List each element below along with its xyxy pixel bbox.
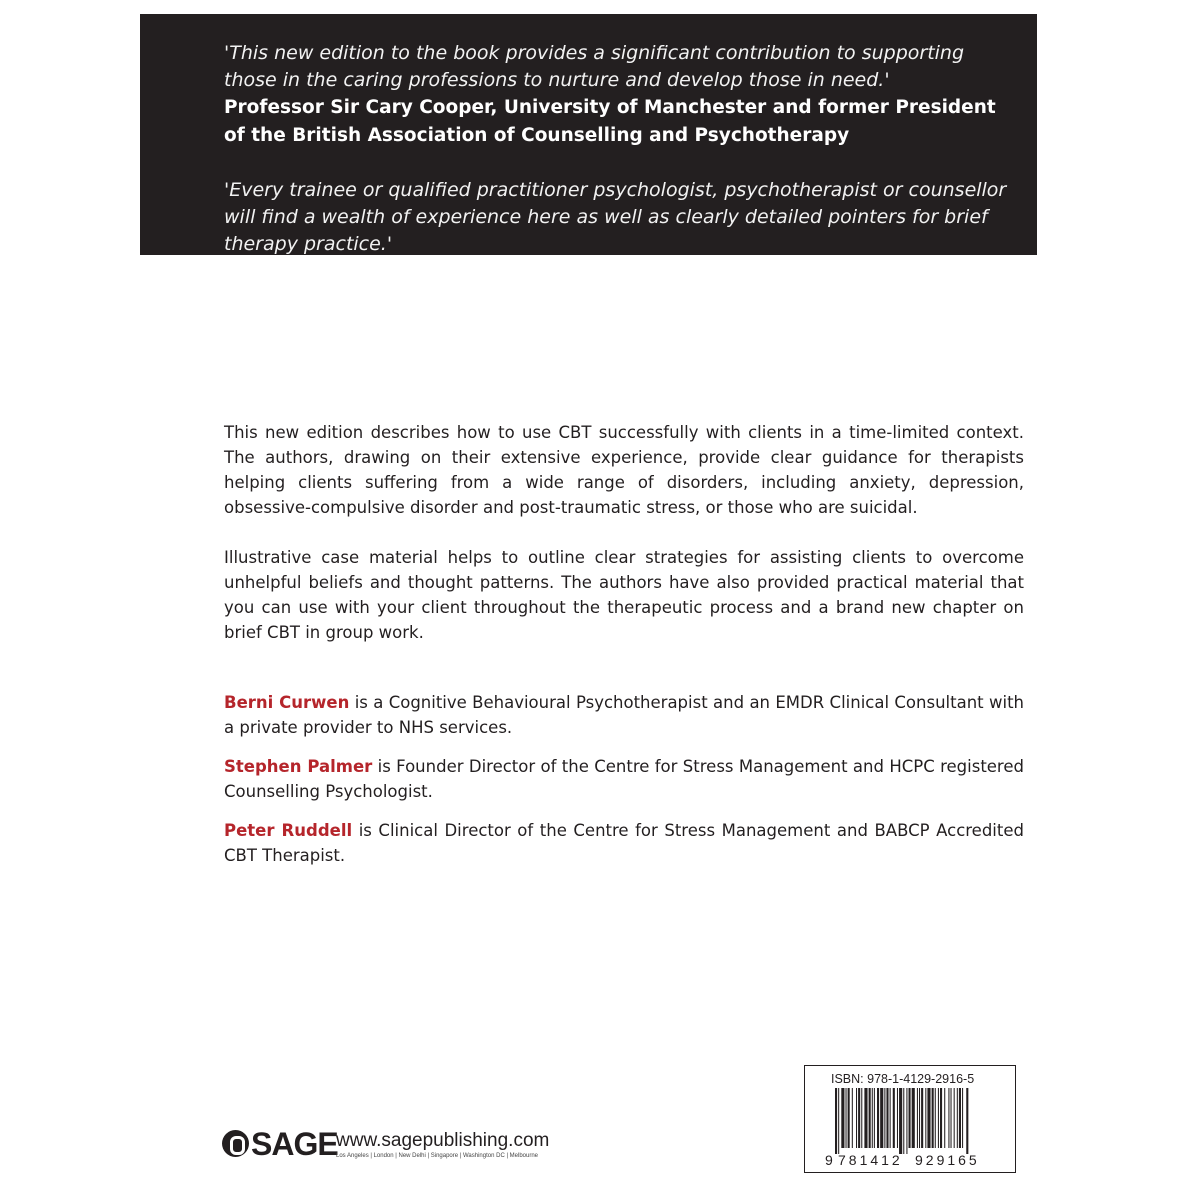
barcode-bar — [861, 1088, 862, 1148]
barcode-bar — [935, 1088, 936, 1148]
author-bio — [224, 754, 1024, 804]
description-paragraph: Illustrative case material helps to outline clear strategies for assisting clients to overcome unhelpful beliefs and thought patterns. The authors have also provided practical material that you can use with your client throughout the therapeutic process and a brand new chapter on brief CBT in group work. — [224, 548, 1024, 642]
barcode-bar — [962, 1088, 963, 1148]
barcode-bar — [869, 1088, 871, 1148]
author-name: Peter Ruddell — [224, 821, 353, 840]
endorsement-attribution: Professor Sir Cary Cooper, University of Manchester and former President of the British Association of Counselling and Psychotherapy — [224, 97, 996, 146]
sage-s-icon — [222, 1130, 249, 1157]
barcode-bar — [940, 1088, 942, 1148]
barcode-bar — [957, 1088, 958, 1148]
barcode-bar — [919, 1088, 920, 1148]
book-description — [224, 420, 1024, 645]
barcode-bar — [846, 1088, 847, 1148]
barcode-bar — [921, 1088, 923, 1148]
barcode-bar — [951, 1088, 952, 1148]
endorsement-1 — [224, 40, 1019, 150]
publisher-url: www.sagepublishing.com — [336, 1130, 550, 1151]
endorsement-2 — [224, 177, 1019, 286]
barcode-bar — [959, 1088, 961, 1148]
barcode-bar — [909, 1088, 911, 1148]
barcode-bar — [877, 1088, 879, 1148]
barcode-bar — [948, 1088, 949, 1148]
barcode-bar — [880, 1088, 883, 1148]
barcode-graphic — [805, 1066, 1015, 1172]
endorsement-attribution: Robert Bor, Consultant Clinical Psychologist, Royal Free Hospital — [224, 261, 898, 282]
publisher-logo — [222, 1126, 552, 1166]
author-description: is Founder Director of the Centre for Stress Management and HCPC registered Counselling Psychologist. — [224, 757, 1024, 801]
barcode-bar — [954, 1088, 955, 1148]
description-paragraph: This new edition describes how to use CBT successfully with clients in a time-limited context. The authors, drawing on their extensive experience, provide clear guidance for therapists helping clients suffering from a wide range of disorders, including anxiety, depression, obsessive-compulsive disorder and post-traumatic stress, or those who are suicidal. — [224, 423, 1024, 517]
barcode-bar — [852, 1088, 853, 1148]
barcode-bar — [874, 1088, 875, 1148]
barcode-bar — [838, 1088, 839, 1154]
author-bio — [224, 818, 1024, 868]
barcode-bar — [841, 1088, 844, 1148]
barcode-bar — [856, 1088, 857, 1148]
endorsement-quote: 'This new edition to the book provides a significant contribution to supporting those in the caring professions to nurture and develop those in need.' — [224, 42, 965, 91]
barcode-bar — [927, 1088, 930, 1148]
barcode-digits-right: 929165 — [915, 1152, 980, 1168]
barcode-bar — [890, 1088, 891, 1148]
barcode-digits-left: 781412 — [838, 1152, 903, 1168]
barcode-bar — [903, 1088, 904, 1154]
author-name: Berni Curwen — [224, 693, 350, 712]
barcode-bar — [944, 1088, 945, 1148]
author-description: is a Cognitive Behavioural Psychotherapist and an EMDR Clinical Consultant with a private provider to NHS services. — [224, 693, 1024, 737]
barcode-bar — [899, 1088, 902, 1154]
barcode-bar — [925, 1088, 926, 1148]
barcode-bar — [906, 1088, 907, 1154]
barcode-bar — [893, 1088, 895, 1148]
barcode-bar — [897, 1088, 898, 1148]
barcode-bar — [864, 1088, 867, 1148]
barcode-bar — [886, 1088, 888, 1148]
barcode-bar — [848, 1088, 850, 1148]
barcode-bar — [932, 1088, 934, 1148]
barcode-digit-lead: 9 — [825, 1152, 833, 1168]
author-bio — [224, 690, 1024, 740]
barcode-bar — [966, 1088, 968, 1154]
barcode-bar — [858, 1088, 860, 1148]
barcode-bar — [872, 1088, 873, 1148]
isbn-label: ISBN: 978-1-4129-2916-5 — [831, 1072, 975, 1086]
barcode-bar — [917, 1088, 918, 1148]
publisher-cities: Los Angeles | London | New Delhi | Singapore | Washington DC | Melbourne — [336, 1153, 539, 1159]
author-description: is Clinical Director of the Centre for Stress Management and BABCP Accredited CBT Therapist. — [224, 821, 1024, 865]
barcode-bar — [912, 1088, 915, 1148]
publisher-name: SAGE — [251, 1126, 338, 1162]
endorsements-panel — [140, 14, 1037, 282]
author-bios — [224, 690, 1024, 868]
barcode-bar — [884, 1088, 885, 1148]
barcode-bar — [835, 1088, 837, 1154]
isbn-barcode — [804, 1065, 1016, 1173]
barcode-bar — [938, 1088, 939, 1148]
author-name: Stephen Palmer — [224, 757, 373, 776]
barcode-bars — [835, 1088, 968, 1154]
endorsement-quote: 'Every trainee or qualified practitioner psychologist, psychotherapist or counsellor will find a wealth of experience here as well as clearly detailed pointers for brief therapy practice.' — [224, 179, 1007, 255]
